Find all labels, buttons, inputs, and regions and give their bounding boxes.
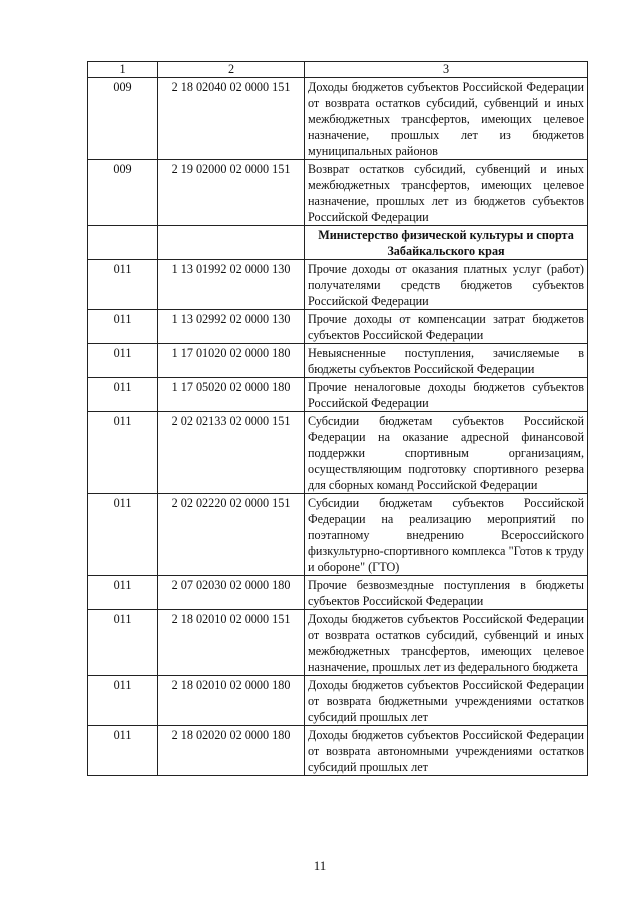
revenue-name-cell: Субсидии бюджетам субъектов Российской Федерации на оказание адресной финансовой поддержки спортивным организациям, осуществляющим подготовку спортивного резерва для сборных команд Российской Федерации [305,412,588,494]
table-row [88,726,588,776]
classification-code-cell: 1 13 01992 02 0000 130 [158,260,305,310]
classification-code-cell: 1 13 02992 02 0000 130 [158,310,305,344]
classification-code-cell: 1 17 01020 02 0000 180 [158,344,305,378]
revenue-name-cell: Субсидии бюджетам субъектов Российской Федерации на реализацию мероприятий по поэтапному внедрению Всероссийского физкультурно-спортивного комплекса "Готов к труду и обороне" (ГТО) [305,494,588,576]
budget-classification-table [87,61,588,776]
table-row [88,576,588,610]
admin-code-cell: 011 [88,412,158,494]
classification-code-cell: 2 19 02000 02 0000 151 [158,160,305,226]
admin-code-cell: 009 [88,78,158,160]
table-row [88,610,588,676]
admin-code-cell: 011 [88,676,158,726]
admin-code-cell: 011 [88,310,158,344]
classification-code-cell: 2 18 02020 02 0000 180 [158,726,305,776]
classification-code-cell: 1 17 05020 02 0000 180 [158,378,305,412]
table-row [88,378,588,412]
admin-code-cell: 011 [88,494,158,576]
section-heading-row [88,226,588,260]
section-title: Министерство физической культуры и спорта Забайкальского края [305,226,588,260]
revenue-name-cell: Возврат остатков субсидий, субвенций и иных межбюджетных трансфертов, имеющих целевое назначение, прошлых лет из бюджетов субъектов Российской Федерации [305,160,588,226]
admin-code-cell: 011 [88,260,158,310]
table-row [88,160,588,226]
revenue-name-cell: Доходы бюджетов субъектов Российской Федерации от возврата остатков субсидий, субвенций и иных межбюджетных трансфертов, имеющих целевое назначение, прошлых лет из бюджетов муниципальных районов [305,78,588,160]
table-row [88,260,588,310]
table-row [88,78,588,160]
table-row [88,310,588,344]
revenue-name-cell: Доходы бюджетов субъектов Российской Федерации от возврата автономными учреждениями остатков субсидий прошлых лет [305,726,588,776]
revenue-name-cell: Прочие доходы от оказания платных услуг (работ) получателями средств бюджетов субъектов Российской Федерации [305,260,588,310]
admin-code-cell: 009 [88,160,158,226]
classification-code-cell [158,226,305,260]
column-header-3: 3 [305,62,588,78]
table-row [88,494,588,576]
admin-code-cell: 011 [88,610,158,676]
revenue-name-cell: Доходы бюджетов субъектов Российской Федерации от возврата бюджетными учреждениями остатков субсидий прошлых лет [305,676,588,726]
classification-code-cell: 2 18 02040 02 0000 151 [158,78,305,160]
admin-code-cell: 011 [88,378,158,412]
revenue-name-cell: Прочие безвозмездные поступления в бюджеты субъектов Российской Федерации [305,576,588,610]
table-row [88,344,588,378]
revenue-name-cell: Прочие доходы от компенсации затрат бюджетов субъектов Российской Федерации [305,310,588,344]
table-row [88,676,588,726]
table-header-row [88,62,588,78]
classification-code-cell: 2 18 02010 02 0000 180 [158,676,305,726]
table-row [88,412,588,494]
admin-code-cell: 011 [88,344,158,378]
classification-code-cell: 2 07 02030 02 0000 180 [158,576,305,610]
classification-code-cell: 2 18 02010 02 0000 151 [158,610,305,676]
column-header-2: 2 [158,62,305,78]
column-header-1: 1 [88,62,158,78]
admin-code-cell: 011 [88,726,158,776]
revenue-name-cell: Прочие неналоговые доходы бюджетов субъектов Российской Федерации [305,378,588,412]
admin-code-cell: 011 [88,576,158,610]
table-body [88,62,588,776]
revenue-name-cell: Доходы бюджетов субъектов Российской Федерации от возврата остатков субсидий, субвенций и иных межбюджетных трансфертов, имеющих целевое назначение, прошлых лет из федерального бюджета [305,610,588,676]
admin-code-cell [88,226,158,260]
page-number: 11 [313,858,327,873]
classification-code-cell: 2 02 02220 02 0000 151 [158,494,305,576]
revenue-name-cell: Невыясненные поступления, зачисляемые в бюджеты субъектов Российской Федерации [305,344,588,378]
classification-code-cell: 2 02 02133 02 0000 151 [158,412,305,494]
